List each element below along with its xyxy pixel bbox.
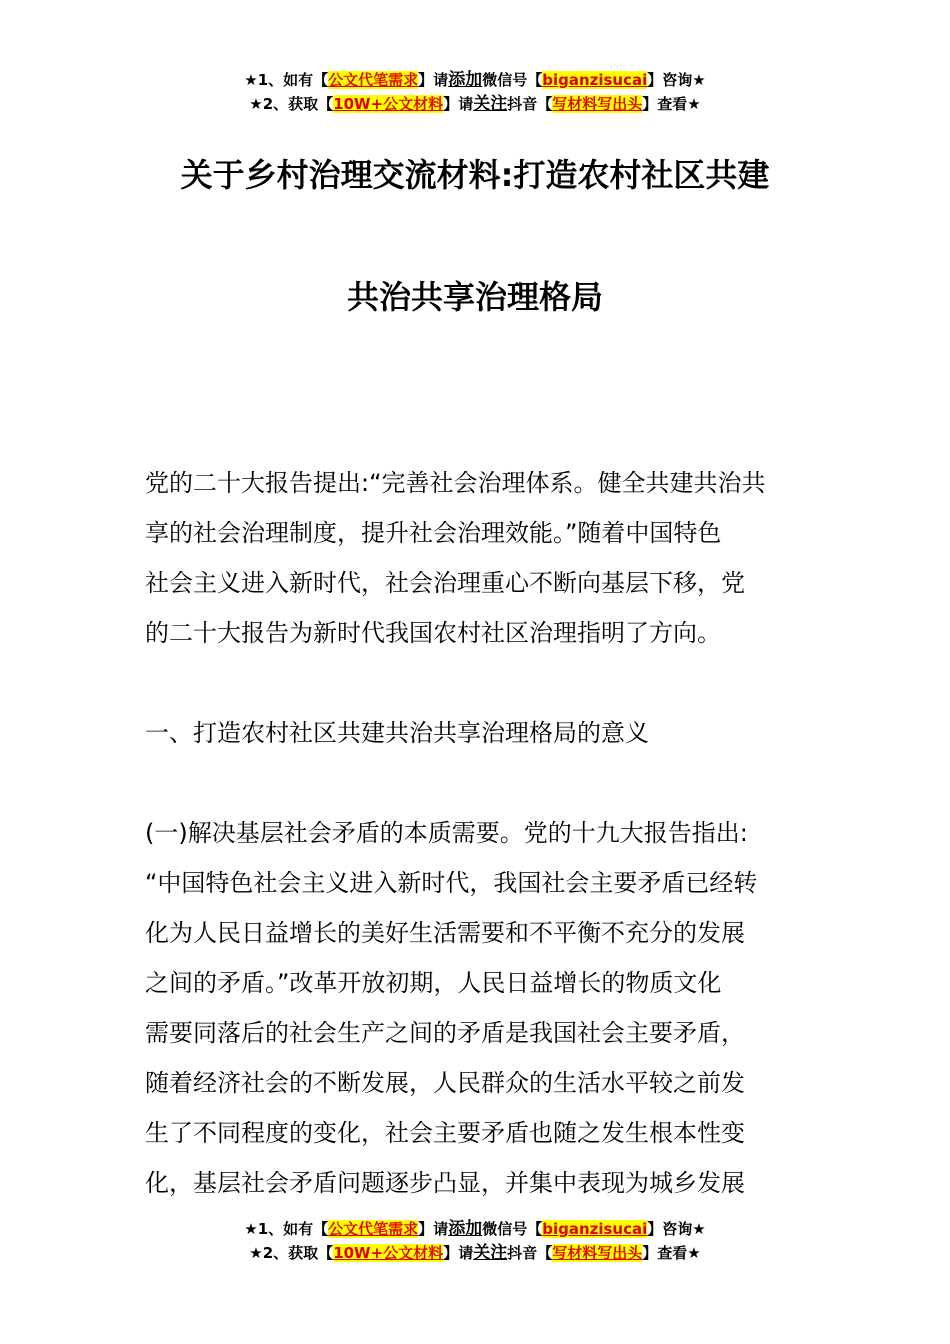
banner-highlight: 10W+公文材料 [333,1244,444,1262]
text-line: (一)解决基层社会矛盾的本质需要。党的十九大报告指出: [145,819,748,847]
banner-underline: 添加 [448,1219,483,1239]
text-line: 的二十大报告为新时代我国农村社区治理指明了方向。 [145,619,721,647]
header-banner [0,68,950,116]
banner-text: 】请 [418,71,449,89]
banner-text: ★1、如有【 [244,71,329,89]
text-line: 需要同落后的社会生产之间的矛盾是我国社会主要矛盾， [145,1019,745,1047]
banner-highlight: 公文代笔需求 [328,71,419,89]
text-line: 之间的矛盾。”改革开放初期，人民日益增长的物质文化 [145,969,722,997]
banner-text: 】请 [443,1244,474,1262]
banner-highlight: 公文代笔需求 [328,1220,419,1238]
banner-highlight: 写材料写出头 [552,1244,643,1262]
banner-line-1 [0,1217,950,1241]
banner-underline: 关注 [473,94,508,114]
footer-banner [0,1217,950,1265]
banner-underline: 关注 [473,1243,508,1263]
banner-text: 微信号【 [482,71,543,89]
banner-text: 抖音【 [507,95,553,113]
banner-text: 微信号【 [482,1220,543,1238]
text-line: 享的社会治理制度，提升社会治理效能。”随着中国特色 [145,519,722,547]
document-body [145,458,815,1208]
document-title-line-1: 关于乡村治理交流材料:打造农村社区共建 [180,156,770,194]
banner-text: ★2、获取【 [249,95,334,113]
banner-line-2 [0,92,950,116]
banner-text: 】请 [443,95,474,113]
text-line: 社会主义进入新时代，社会治理重心不断向基层下移，党 [145,569,745,597]
section-heading [145,708,815,758]
banner-text: 】咨询★ [647,1220,706,1238]
banner-text: ★1、如有【 [244,1220,329,1238]
banner-highlight: biganzisucai [542,1220,648,1238]
banner-highlight: biganzisucai [542,71,648,89]
banner-line-2 [0,1241,950,1265]
text-line: 生了不同程度的变化，社会主要矛盾也随之发生根本性变 [145,1119,745,1147]
text-line: 党的二十大报告提出:“完善社会治理体系。健全共建共治共 [145,469,766,497]
banner-text: 抖音【 [507,1244,553,1262]
banner-underline: 添加 [448,70,483,90]
banner-line-1 [0,68,950,92]
text-line: 化，基层社会矛盾问题逐步凸显，并集中表现为城乡发展 [145,1169,745,1197]
document-title-line-2: 共治共享治理格局 [346,278,603,316]
banner-highlight: 写材料写出头 [552,95,643,113]
banner-text: 】咨询★ [647,71,706,89]
banner-highlight: 10W+公文材料 [333,95,444,113]
banner-text: 】查看★ [642,1244,701,1262]
text-line: 化为人民日益增长的美好生活需要和不平衡不充分的发展 [145,919,745,947]
banner-text: 】请 [418,1220,449,1238]
text-line: 随着经济社会的不断发展，人民群众的生活水平较之前发 [145,1069,745,1097]
paragraph [145,458,815,658]
text-line: 一、打造农村社区共建共治共享治理格局的意义 [145,719,649,747]
paragraph [145,808,815,1208]
text-line: “中国特色社会主义进入新时代，我国社会主要矛盾已经转 [145,869,758,897]
banner-text: 】查看★ [642,95,701,113]
banner-text: ★2、获取【 [249,1244,334,1262]
